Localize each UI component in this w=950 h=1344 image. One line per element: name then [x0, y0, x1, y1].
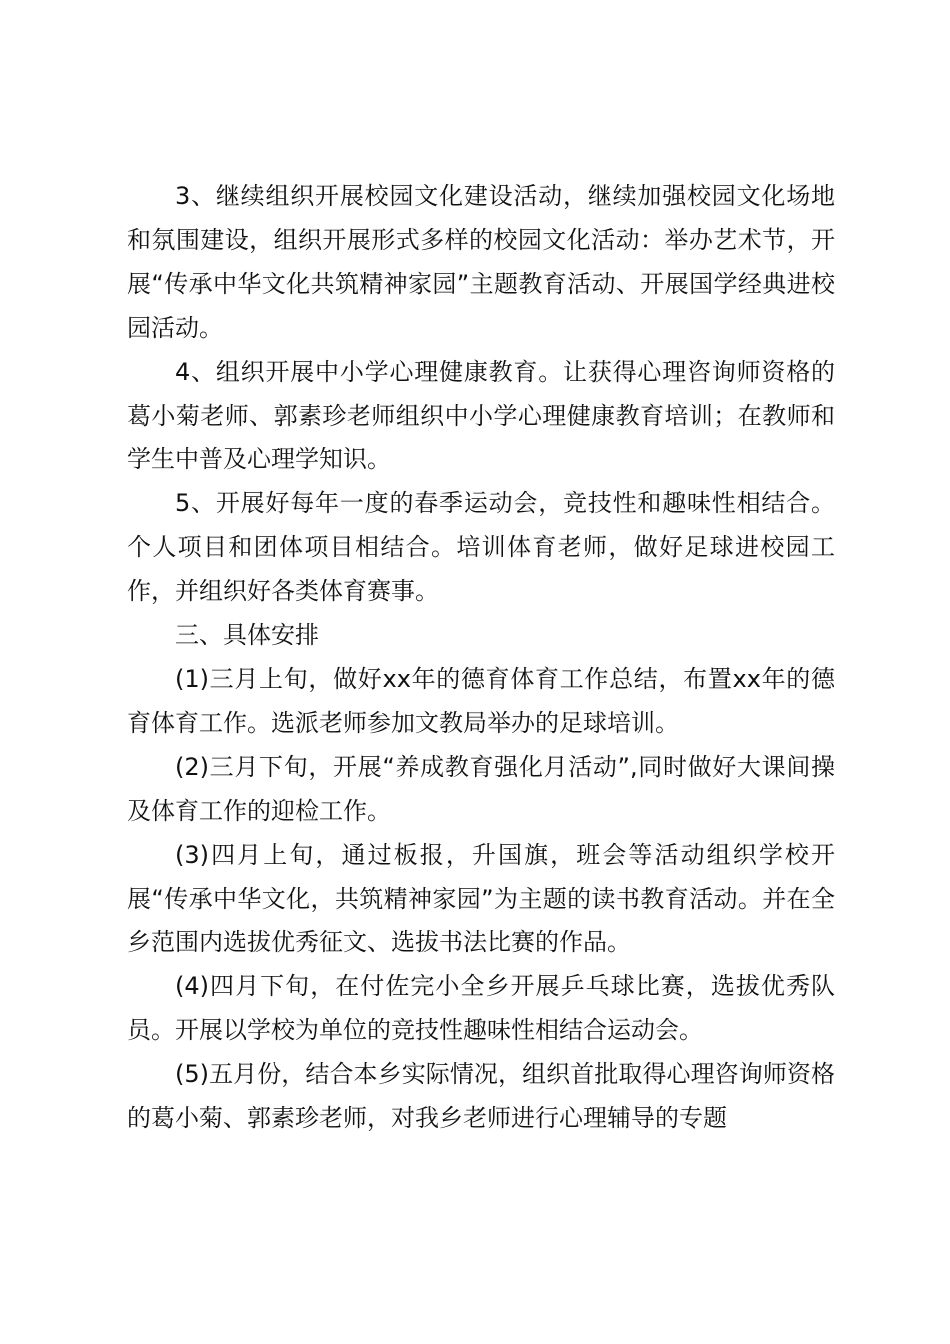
- document-body: [127, 175, 835, 1141]
- paragraph-item-5-sports-meet: 5、开展好每年一度的春季运动会，竞技性和趣味性相结合。个人项目和团体项目相结合。培训体育老师，做好足球进校园工作，并组织好各类体育赛事。: [127, 489, 835, 606]
- section-heading-schedule: 三、具体安排: [175, 621, 319, 650]
- schedule-item-5: (5)五月份，结合本乡实际情况，组织首批取得心理咨询师资格的葛小菊、郭素珍老师，对我乡老师进行心理辅导的专题: [127, 1060, 835, 1133]
- schedule-item-2: (2)三月下旬，开展“养成教育强化月活动”,同时做好大课间操及体育工作的迎检工作。: [127, 752, 835, 825]
- schedule-item-1: (1)三月上旬，做好xx年的德育体育工作总结，布置xx年的德育体育工作。选派老师参加文教局举办的足球培训。: [127, 664, 835, 737]
- schedule-item-4: (4)四月下旬，在付佐完小全乡开展乒乓球比赛，选拔优秀队员。开展以学校为单位的竞技性趣味性相结合运动会。: [127, 972, 835, 1045]
- paragraph-item-3-campus-culture: 3、继续组织开展校园文化建设活动，继续加强校园文化场地和氛围建设，组织开展形式多样的校园文化活动：举办艺术节，开展“传承中华文化共筑精神家园”主题教育活动、开展国学经典进校园活动。: [127, 182, 835, 342]
- paragraph-item-4-mental-health: 4、组织开展中小学心理健康教育。让获得心理咨询师资格的葛小菊老师、郭素珍老师组织中小学心理健康教育培训；在教师和学生中普及心理学知识。: [127, 357, 835, 474]
- schedule-item-3: (3)四月上旬，通过板报，升国旗，班会等活动组织学校开展“传承中华文化，共筑精神家园”为主题的读书教育活动。并在全乡范围内选拔优秀征文、选拔书法比赛的作品。: [127, 840, 835, 957]
